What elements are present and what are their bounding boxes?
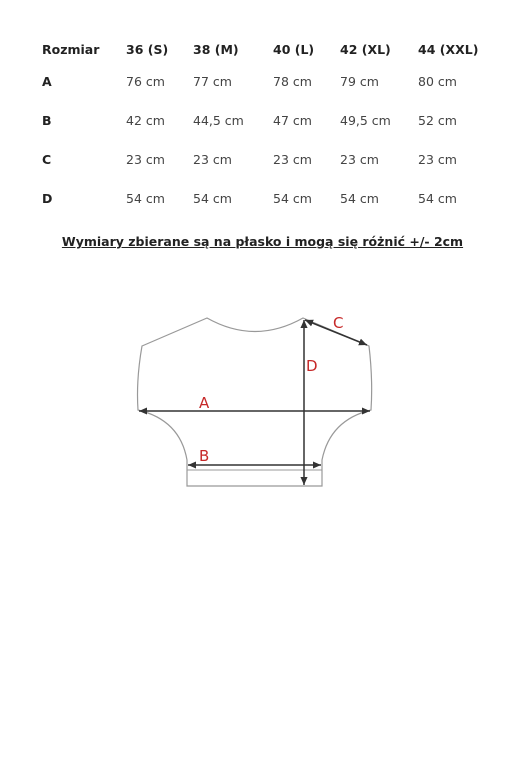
table-cell: 44,5 cm	[193, 113, 244, 128]
table-cell: 80 cm	[418, 74, 457, 89]
row-label: D	[42, 191, 53, 206]
table-cell: 23 cm	[126, 152, 165, 167]
table-cell: 52 cm	[418, 113, 457, 128]
table-cell: 78 cm	[273, 74, 312, 89]
table-cell: 23 cm	[418, 152, 457, 167]
header-36-s: 36 (S)	[126, 41, 169, 57]
table-cell: 54 cm	[418, 191, 457, 206]
header-38-m: 38 (M)	[193, 41, 239, 57]
label-d: D	[306, 357, 318, 375]
table-cell: 23 cm	[273, 152, 312, 167]
table-cell: 42 cm	[126, 113, 165, 128]
header-44-xxl: 44 (XXL)	[418, 41, 479, 57]
table-cell: 49,5 cm	[340, 113, 391, 128]
row-label: A	[42, 74, 52, 89]
garment-outline	[138, 318, 372, 486]
table-cell: 77 cm	[193, 74, 232, 89]
table-cell: 79 cm	[340, 74, 379, 89]
table-cell: 54 cm	[126, 191, 165, 206]
header-42-xl: 42 (XL)	[340, 41, 391, 57]
header-40-l: 40 (L)	[273, 41, 315, 57]
label-b: B	[199, 447, 210, 465]
table-cell: 23 cm	[193, 152, 232, 167]
table-cell: 23 cm	[340, 152, 379, 167]
measurement-note: Wymiary zbierane są na płasko i mogą się różnić +/- 2cm	[61, 234, 464, 249]
label-c: C	[333, 314, 344, 332]
table-cell: 54 cm	[340, 191, 379, 206]
table-cell: 47 cm	[273, 113, 312, 128]
header-size: Rozmiar	[42, 41, 100, 57]
table-cell: 76 cm	[126, 74, 165, 89]
table-cell: 54 cm	[193, 191, 232, 206]
row-label: B	[42, 113, 52, 128]
label-a: A	[199, 394, 210, 412]
row-label: C	[42, 152, 52, 167]
table-cell: 54 cm	[273, 191, 312, 206]
